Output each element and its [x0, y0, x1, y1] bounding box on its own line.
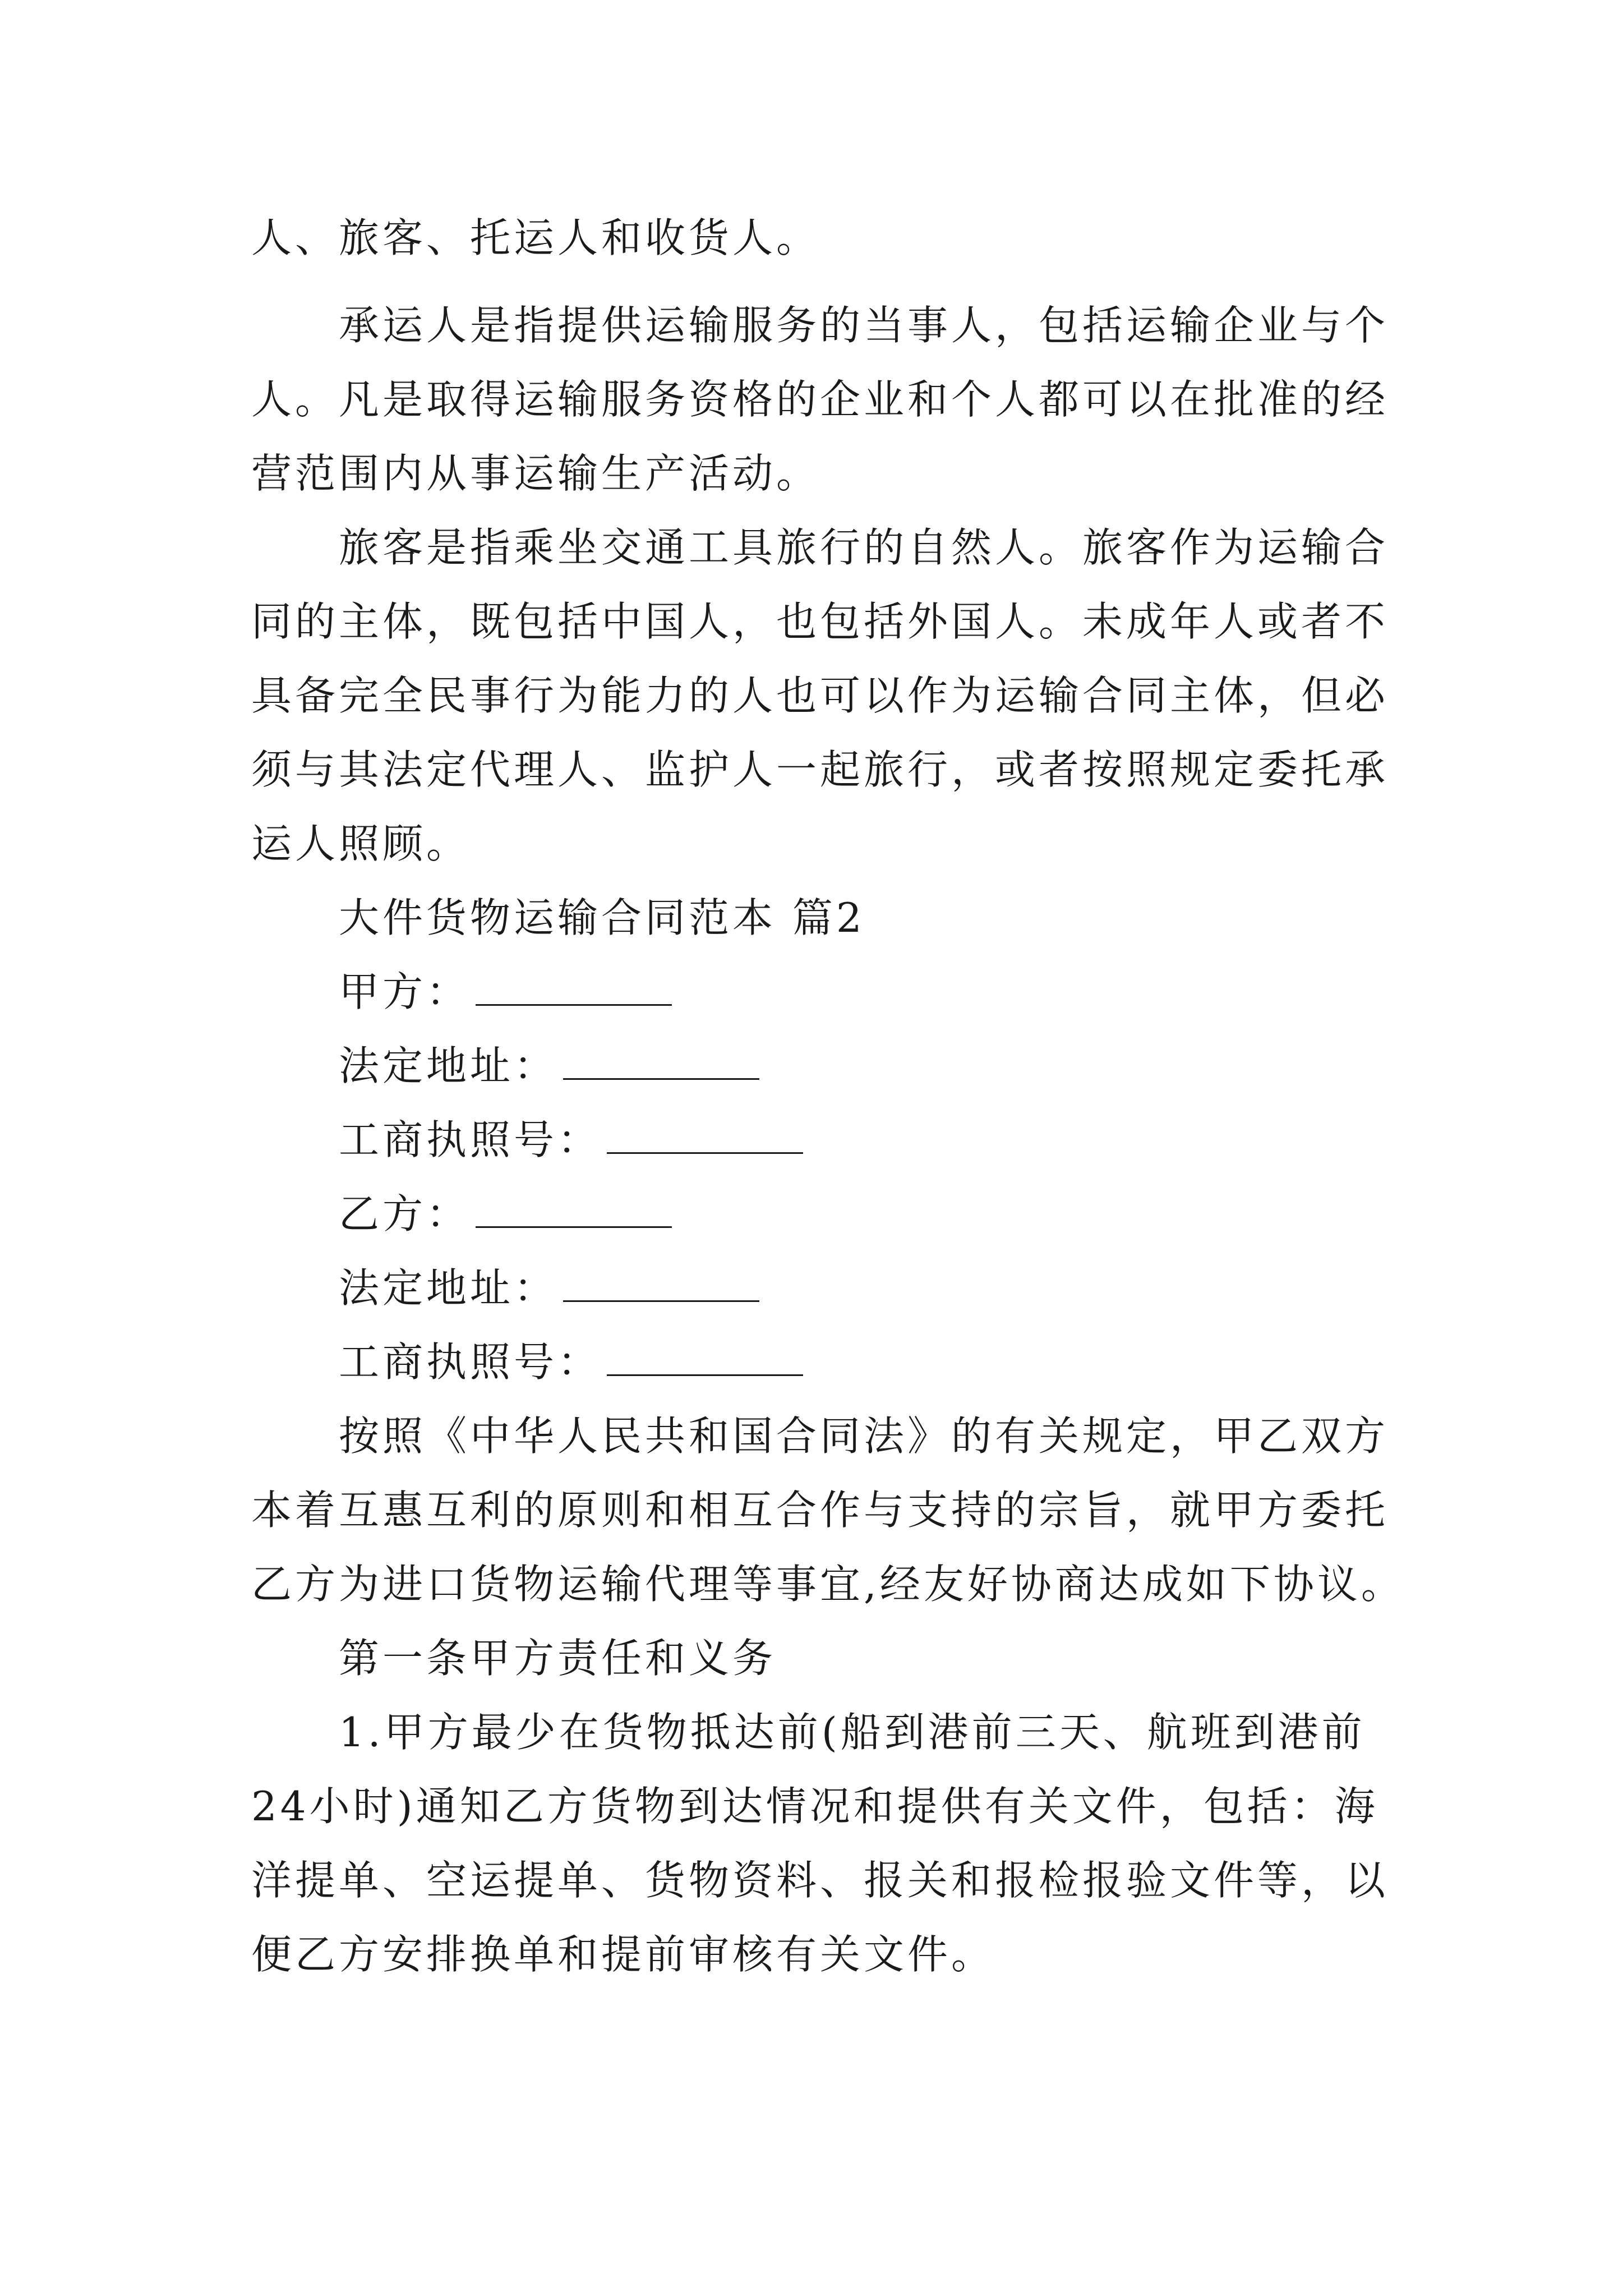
- blank-line: [563, 1045, 759, 1080]
- paragraph-line: 1.甲方最少在货物抵达前(船到港前三天、航班到港前: [339, 1709, 1366, 1756]
- article-heading: 第一条甲方责任和义务: [339, 1635, 777, 1682]
- party-a-field: [339, 965, 1472, 1019]
- party-b-field: [339, 1187, 1472, 1241]
- license-field: [339, 1335, 1472, 1389]
- field-label: 乙方：: [339, 1190, 471, 1237]
- paragraph-line: 便乙方安排换单和提前审核有关文件。: [251, 1931, 995, 1978]
- blank-line: [476, 970, 672, 1006]
- field-label: 甲方：: [339, 968, 471, 1015]
- address-field: [339, 1039, 1472, 1093]
- blank-line: [607, 1119, 803, 1154]
- paragraph-line: 按照《中华人民共和国合同法》的有关规定，甲乙双方: [339, 1412, 1389, 1460]
- paragraph-line: 人、旅客、托运人和收货人。: [251, 214, 820, 261]
- section-heading: 大件货物运输合同范本 篇2: [339, 894, 865, 941]
- field-label: 工商执照号：: [339, 1338, 602, 1386]
- license-field: [339, 1113, 1472, 1167]
- blank-line: [563, 1267, 759, 1302]
- paragraph-line: 人。凡是取得运输服务资格的企业和个人都可以在批准的经: [251, 376, 1389, 423]
- blank-line: [607, 1341, 803, 1376]
- address-field: [339, 1261, 1472, 1315]
- paragraph-line: 乙方为进口货物运输代理等事宜,经友好协商达成如下协议。: [251, 1561, 1405, 1608]
- field-label: 工商执照号：: [339, 1116, 602, 1163]
- paragraph-line: 同的主体，既包括中国人，也包括外国人。未成年人或者不: [251, 598, 1389, 645]
- paragraph-line: 承运人是指提供运输服务的当事人，包括运输企业与个: [339, 302, 1389, 349]
- paragraph-line: 运人照顾。: [251, 820, 471, 867]
- paragraph-line: 洋提单、空运提单、货物资料、报关和报检报验文件等，以: [251, 1857, 1389, 1904]
- paragraph-line: 具备完全民事行为能力的人也可以作为运输合同主体，但必: [251, 672, 1389, 719]
- paragraph-line: 24小时)通知乙方货物到达情况和提供有关文件，包括：海: [251, 1783, 1378, 1830]
- blank-line: [476, 1193, 672, 1228]
- field-label: 法定地址：: [339, 1042, 558, 1089]
- paragraph-line: 旅客是指乘坐交通工具旅行的自然人。旅客作为运输合: [339, 524, 1389, 571]
- field-label: 法定地址：: [339, 1264, 558, 1312]
- paragraph-line: 本着互惠互利的原则和相互合作与支持的宗旨，就甲方委托: [251, 1487, 1389, 1534]
- paragraph-line: 须与其法定代理人、监护人一起旅行，或者按照规定委托承: [251, 746, 1389, 793]
- paragraph-line: 营范围内从事运输生产活动。: [251, 450, 820, 497]
